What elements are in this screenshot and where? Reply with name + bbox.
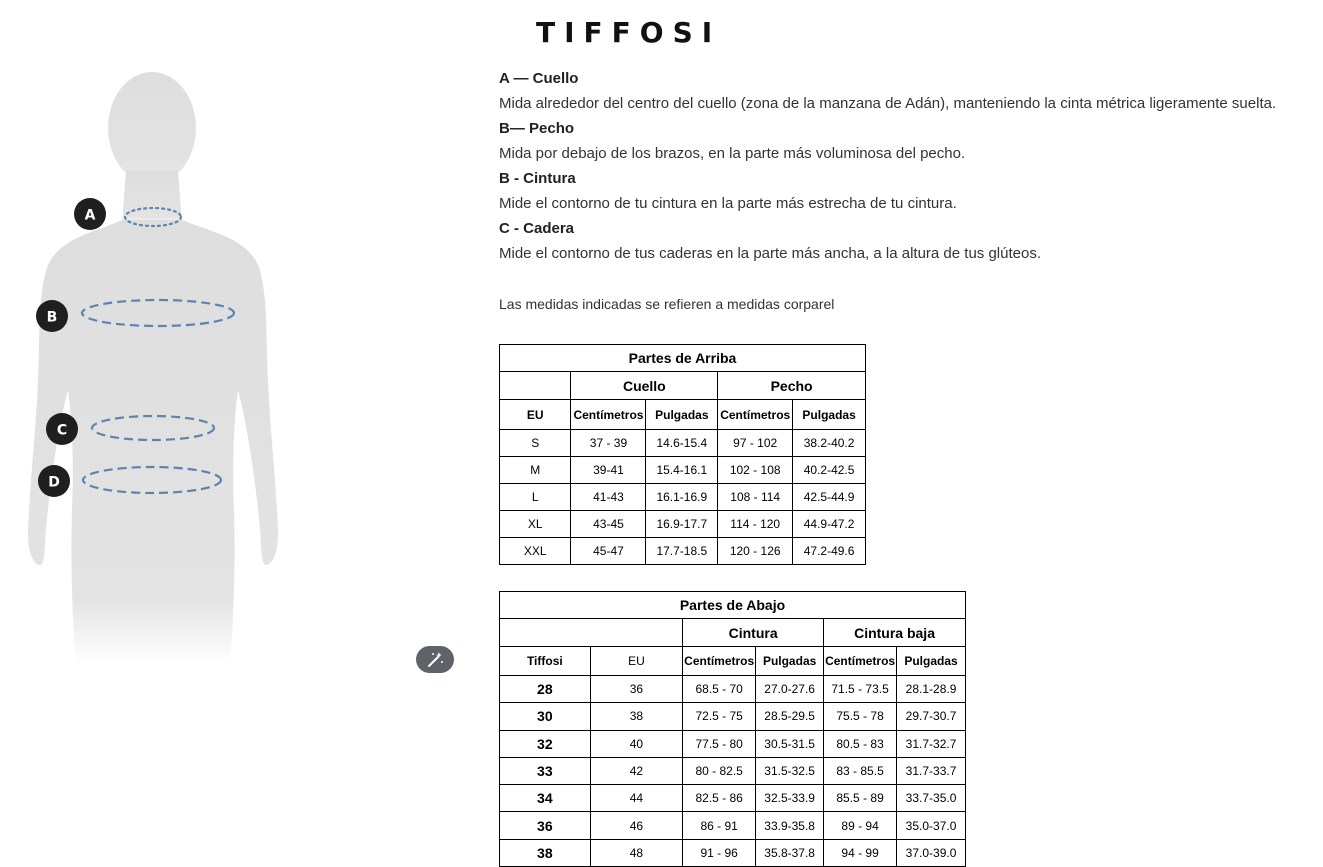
measurement-guide (499, 66, 1319, 266)
table-cell: 108 - 114 (718, 484, 793, 511)
column-header: Tiffosi (500, 647, 591, 676)
top-table-title: Partes de Arriba (500, 345, 866, 372)
table-cell: 82.5 - 86 (683, 785, 756, 812)
table-cell: 28.1-28.9 (897, 676, 966, 703)
table-cell: 77.5 - 80 (683, 730, 756, 757)
table-cell: 16.1-16.9 (646, 484, 718, 511)
measurement-title-hip: C - Cadera (499, 220, 575, 237)
silhouette (28, 72, 278, 665)
table-cell: 44 (590, 785, 683, 812)
group-header: Cintura baja (824, 619, 966, 647)
table-cell: 15.4-16.1 (646, 457, 718, 484)
table-cell: 14.6-15.4 (646, 430, 718, 457)
marker-c (46, 413, 78, 445)
measurement-title-neck: A — Cuello (499, 70, 579, 87)
column-header: Pulgadas (897, 647, 966, 676)
table-cell: 80.5 - 83 (824, 730, 897, 757)
table-cell: S (500, 430, 571, 457)
table-row (500, 484, 866, 511)
group-header: Cuello (571, 372, 718, 400)
table-cell: 72.5 - 75 (683, 703, 756, 730)
table-cell: 46 (590, 812, 683, 839)
table-cell: 30.5-31.5 (756, 730, 824, 757)
table-row (500, 839, 966, 866)
empty-cell (500, 619, 683, 647)
table-cell: 29.7-30.7 (897, 703, 966, 730)
table-cell: 89 - 94 (824, 812, 897, 839)
table-cell: 28 (500, 676, 591, 703)
measurement-desc-hip: Mide el contorno de tus caderas en la parte más ancha, a la altura de tus glúteos. (499, 245, 1041, 262)
body-measurement-figure (0, 60, 300, 680)
table-row (500, 757, 966, 784)
table-cell: 34 (500, 785, 591, 812)
top-size-table (499, 344, 866, 565)
table-cell: 80 - 82.5 (683, 757, 756, 784)
marker-c-label: C (56, 422, 68, 439)
magic-wand-icon (426, 651, 444, 669)
measurement-note: Las medidas indicadas se refieren a medidas corparel (499, 296, 835, 312)
table-cell: 41-43 (571, 484, 646, 511)
marker-a (74, 198, 106, 230)
table-cell: M (500, 457, 571, 484)
table-cell: 32 (500, 730, 591, 757)
table-cell: 94 - 99 (824, 839, 897, 866)
column-header: Centímetros (718, 400, 793, 430)
measurement-title-chest: B— Pecho (499, 120, 575, 137)
marker-b (36, 300, 68, 332)
measurement-title-waist: B - Cintura (499, 170, 576, 187)
table-cell: 17.7-18.5 (646, 538, 718, 565)
table-cell: 86 - 91 (683, 812, 756, 839)
table-cell: 38.2-40.2 (793, 430, 866, 457)
marker-d-label: D (48, 474, 60, 491)
table-row (500, 511, 866, 538)
top-table-body (500, 430, 866, 565)
table-cell: 42 (590, 757, 683, 784)
table-cell: 42.5-44.9 (793, 484, 866, 511)
table-cell: 120 - 126 (718, 538, 793, 565)
column-header: EU (500, 400, 571, 430)
empty-cell (500, 372, 571, 400)
table-cell: 85.5 - 89 (824, 785, 897, 812)
table-cell: 43-45 (571, 511, 646, 538)
table-cell: 40 (590, 730, 683, 757)
table-cell: 91 - 96 (683, 839, 756, 866)
table-cell: 102 - 108 (718, 457, 793, 484)
table-cell: 39-41 (571, 457, 646, 484)
table-row (500, 703, 966, 730)
column-header: Pulgadas (793, 400, 866, 430)
table-row (500, 430, 866, 457)
table-cell: 38 (590, 703, 683, 730)
table-cell: 32.5-33.9 (756, 785, 824, 812)
table-row (500, 457, 866, 484)
brand-logo: TIFFOSI (536, 16, 722, 49)
table-cell: 30 (500, 703, 591, 730)
marker-d (38, 465, 70, 497)
table-cell: 33.9-35.8 (756, 812, 824, 839)
table-cell: 83 - 85.5 (824, 757, 897, 784)
table-cell: 68.5 - 70 (683, 676, 756, 703)
table-cell: 38 (500, 839, 591, 866)
table-cell: 40.2-42.5 (793, 457, 866, 484)
table-cell: 75.5 - 78 (824, 703, 897, 730)
table-cell: 45-47 (571, 538, 646, 565)
table-row (500, 785, 966, 812)
bottom-size-table (499, 591, 966, 867)
measurement-desc-waist: Mide el contorno de tu cintura en la parte más estrecha de tu cintura. (499, 195, 957, 212)
measurement-desc-neck: Mida alrededor del centro del cuello (zona de la manzana de Adán), manteniendo la cinta métrica ligeramente suelta. (499, 95, 1277, 112)
column-header: Centímetros (824, 647, 897, 676)
table-cell: 36 (590, 676, 683, 703)
group-header: Pecho (718, 372, 866, 400)
column-header: EU (590, 647, 683, 676)
measurement-desc-chest: Mida por debajo de los brazos, en la parte más voluminosa del pecho. (499, 145, 966, 162)
table-cell: 31.5-32.5 (756, 757, 824, 784)
bottom-table-title: Partes de Abajo (500, 592, 966, 619)
table-cell: 71.5 - 73.5 (824, 676, 897, 703)
marker-b-label: B (46, 309, 58, 326)
table-cell: 27.0-27.6 (756, 676, 824, 703)
table-row (500, 730, 966, 757)
table-cell: 37 - 39 (571, 430, 646, 457)
table-cell: 36 (500, 812, 591, 839)
table-cell: 33.7-35.0 (897, 785, 966, 812)
table-cell: 31.7-33.7 (897, 757, 966, 784)
table-cell: 35.0-37.0 (897, 812, 966, 839)
table-row (500, 812, 966, 839)
table-cell: 28.5-29.5 (756, 703, 824, 730)
column-header: Centímetros (683, 647, 756, 676)
table-cell: 35.8-37.8 (756, 839, 824, 866)
table-cell: L (500, 484, 571, 511)
table-row (500, 676, 966, 703)
marker-a-label: A (84, 207, 96, 224)
table-cell: 16.9-17.7 (646, 511, 718, 538)
bottom-table-body (500, 676, 966, 867)
table-cell: 48 (590, 839, 683, 866)
table-cell: XXL (500, 538, 571, 565)
column-header: Pulgadas (756, 647, 824, 676)
magic-edit-button[interactable] (416, 646, 454, 673)
table-cell: 31.7-32.7 (897, 730, 966, 757)
table-cell: 33 (500, 757, 591, 784)
table-cell: 114 - 120 (718, 511, 793, 538)
table-cell: 47.2-49.6 (793, 538, 866, 565)
table-row (500, 538, 866, 565)
table-cell: 44.9-47.2 (793, 511, 866, 538)
column-header: Pulgadas (646, 400, 718, 430)
column-header: Centímetros (571, 400, 646, 430)
group-header: Cintura (683, 619, 824, 647)
table-cell: XL (500, 511, 571, 538)
table-cell: 97 - 102 (718, 430, 793, 457)
table-cell: 37.0-39.0 (897, 839, 966, 866)
